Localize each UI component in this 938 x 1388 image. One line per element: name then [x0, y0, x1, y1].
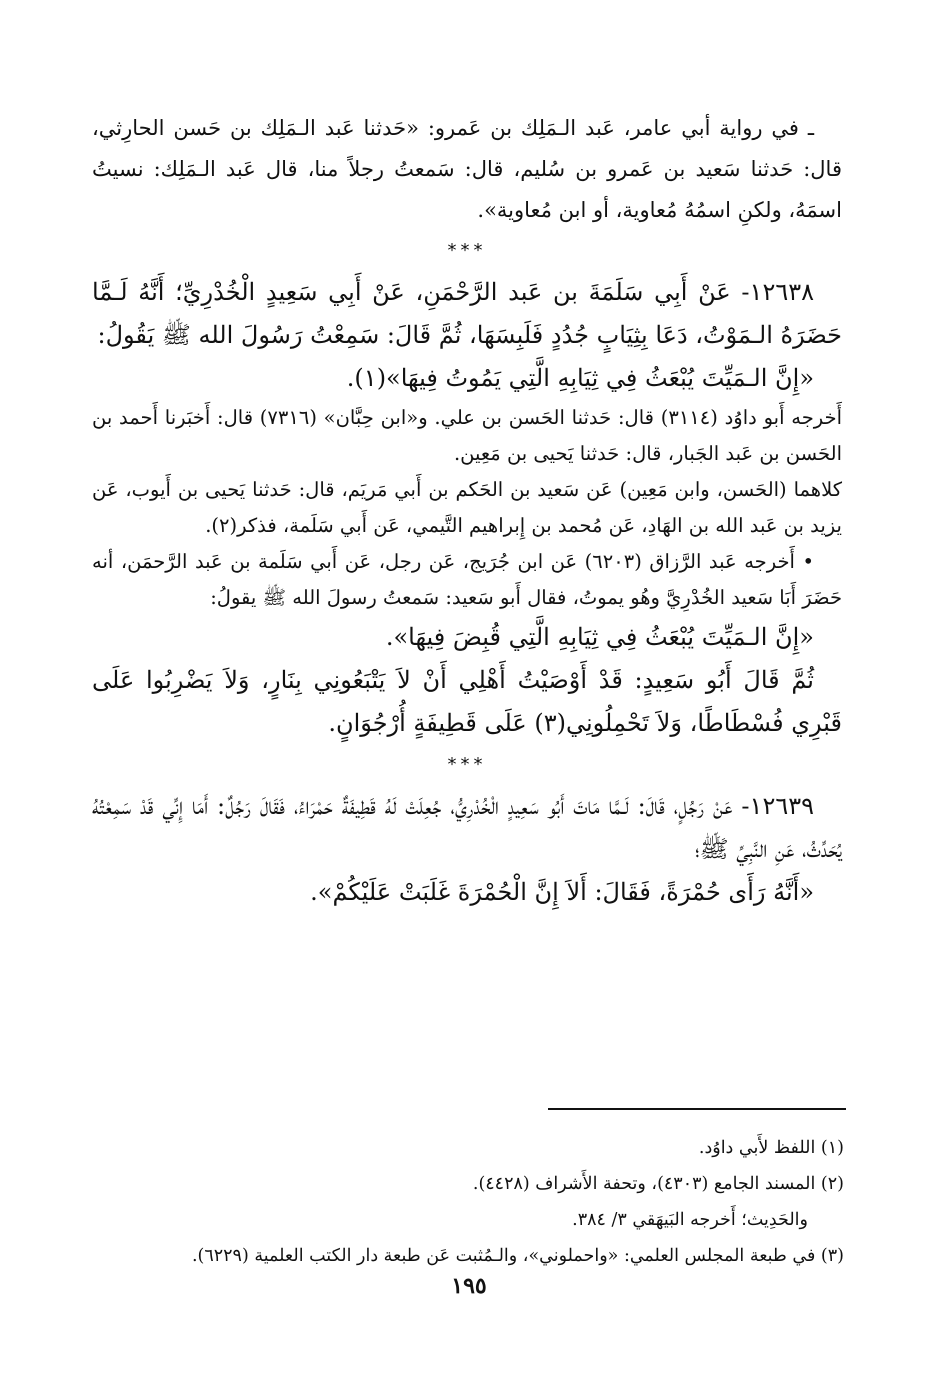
hadith-12638-quote: «إِنَّ الـمَيِّتَ يُبْعَثُ فِي ثِيَابِهِ الَّتِي يَمُوتُ فِيهَا»(١).: [346, 364, 814, 392]
footnote-2-continuation: والحَدِيث؛ أَخرجه البَيهَقي ٣/ ٣٨٤.: [572, 1210, 808, 1230]
takhrij-paragraph-1: أَخرجه أَبو داوُد (٣١١٤) قال: حَدثنا الحَسن بن علي. و«ابن حِبَّان» (٧٣١٦) قال: أَخبَرنا أَحمد بن الحَسن بن عَبد الجَبار، قال: حَدثنا يَحيى بن مَعِين.: [92, 406, 843, 465]
footnote-1: (١) اللفظ لأَبي داوُد.: [698, 1138, 844, 1158]
footnote-separator-line: [548, 1108, 846, 1110]
abu-said-statement: ثُمَّ قَالَ أَبُو سَعِيدٍ: قَدْ أَوْصَيْتُ أَهْلِي أَنْ لاَ يَتْبَعُونِي بِنَارٍ، وَلاَ يَضْرِبُوا عَلَى قَبْرِي فُسْطَاطًا، وَلاَ تَحْمِلُونِي(٣) عَلَى قَطِيفَةٍ أُرْجُوَانٍ.: [92, 666, 842, 737]
page-number: ١٩٥: [451, 1273, 487, 1299]
takhrij-paragraph-3: • أَخرجه عَبد الرَّزاق (٦٢٠٣) عَن ابن جُرَيج، عَن رجل، عَن أَبي سَلَمة بن عَبد الرَّحمَن، أنه حَضَرَ أَبَا سَعيد الخُدْرِيَّ وهُو يموتُ، فقال أَبو سَعيد: سَمعتُ رسولَ الله ﷺ يقولُ:: [92, 550, 842, 609]
hadith-12638-text: ١٢٦٣٨- عَنْ أَبِي سَلَمَةَ بن عَبد الرَّحْمَنِ، عَنْ أَبِي سَعِيدٍ الْخُدْرِيِّ؛ أَنَّهُ لَـمَّا حَضَرَهُ الـمَوْتُ، دَعَا بِثِيَابٍ جُدُدٍ فَلَبِسَهَا، ثُمَّ قَالَ: سَمِعْتُ رَسُولَ الله ﷺ يَقُولُ:: [92, 278, 842, 349]
footnote-3: (٣) في طبعة المجلس العلمي: «واحملوني»، والـمُثبت عَن طبعة دار الكتب العلمية (٦٢٢٩).: [191, 1246, 844, 1266]
section-separator-stars: ***: [447, 240, 487, 261]
takhrij-paragraph-2: كلاهما (الحَسن، وابن مَعِين) عَن سَعيد بن الحَكم بن أَبي مَريَم، قال: حَدثنا يَحيى بن أَيوب، عَن يزيد بن عَبد الله بن الهَادِ، عَن مُحمد بن إِبراهيم التَّيمي، عَن أَبي سَلَمة، فذكر(٢).: [92, 478, 842, 537]
footnote-2: (٢) المسند الجامع (٤٣٠٣)، وتحفة الأَشراف (٤٤٢٨).: [472, 1174, 844, 1194]
hadith-12639-text: ١٢٦٣٩- عَنْ رَجُلٍ، قَالَ: لَـمَّا مَاتَ أَبُو سَعِيدٍ الْخُدْرِيُّ، جُعِلَتْ لَهُ قَطِيفَةٌ حَمْرَاءُ، فَقَالَ رَجُلٌ: أَمَا إِنِّي قَدْ سَمِعْتُهُ يُحَدِّثُ، عَنِ النَّبِيِّ ﷺ؛: [92, 792, 842, 863]
page-body: [92, 108, 842, 914]
hadith-12639-quote: «أَنَّهُ رَأَى حُمْرَةً، فَقَالَ: أَلاَ إِنَّ الْحُمْرَةَ غَلَبَتْ عَلَيْكُمْ».: [310, 878, 814, 906]
footnotes-section: [92, 1130, 844, 1274]
section-separator-stars-2: ***: [447, 754, 487, 775]
hadith-quote-2: «إِنَّ الـمَيِّتَ يُبْعَثُ فِي ثِيَابِهِ الَّتِي قُبِضَ فِيهَا».: [385, 623, 814, 651]
narration-variant-paragraph: ـ في رواية أبي عامر، عَبد الـمَلِك بن عَمرو: «حَدثنا عَبد الـمَلِك بن حَسن الحارِثي، قال: حَدثنا سَعيد بن عَمرو بن سُليم، قال: سَمعتُ رجلاً منا، قال عَبد الـمَلِك: نسيتُ اسمَهُ، ولكنِ اسمُهُ مُعاوية، أو ابن مُعاوية».: [92, 116, 842, 222]
